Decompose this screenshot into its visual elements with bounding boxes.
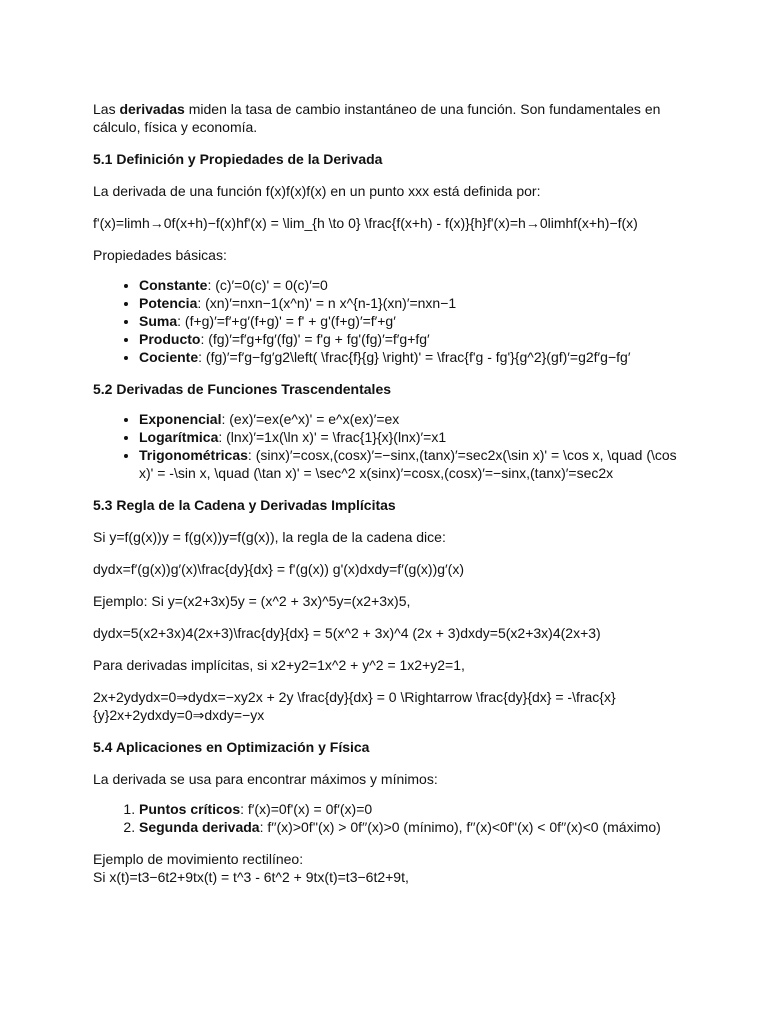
list-item [139,312,693,330]
intro-text-pre: Las [93,101,120,117]
chain-rule-example: Ejemplo: Si y=(x2+3x)5y = (x^2 + 3x)^5y=(x2+3x)5, [93,593,411,609]
list-item-label: Constante [139,277,208,293]
list-item-text: : (lnx)′=1x(\ln x)' = \frac{1}{x}(lnx)′=x1 [218,429,447,445]
optimization-list [93,800,693,836]
chain-rule-formula: dydx=f′(g(x))g′(x)\frac{dy}{dx} = f'(g(x)) g'(x)dxdy=f′(g(x))g′(x) [93,561,464,577]
list-item-label: Logarítmica [139,429,219,445]
section-1-heading: 5.1 Definición y Propiedades de la Derivada [93,151,383,167]
list-item [139,276,693,294]
intro-paragraph [93,100,693,136]
list-item [139,446,693,482]
transcendental-list [93,410,693,482]
motion-example-intro: Ejemplo de movimiento rectilíneo: [93,851,304,867]
list-item-text: : (xn)′=nxn−1(x^n)' = n x^{n-1}(xn)′=nxn−1 [197,295,457,311]
list-item [139,800,693,818]
list-item-label: Segunda derivada [139,819,260,835]
list-item-text: : f′′(x)>0f''(x) > 0f′′(x)>0 (mínimo), f′′(x)<0f''(x) < 0f′′(x)<0 (máximo) [259,819,661,835]
chain-rule-intro: Si y=f(g(x))y = f(g(x))y=f(g(x)), la regla de la cadena dice: [93,529,446,545]
list-item-label: Trigonométricas [139,447,248,463]
list-item-text: : f′(x)=0f'(x) = 0f′(x)=0 [240,801,373,817]
list-item-text: : (ex)′=ex(e^x)' = e^x(ex)′=ex [221,411,400,427]
list-item-label: Cociente [139,349,199,365]
list-item [139,428,693,446]
derivative-definition-formula: f'(x)=limh→0f(x+h)−f(x)hf'(x) = \lim_{h \to 0} \frac{f(x+h) - f(x)}{h}f'(x)=h→0limhf(x+h)−f(x) [93,215,638,231]
section-2-heading: 5.2 Derivadas de Funciones Trascendentales [93,381,392,397]
optimization-intro: La derivada se usa para encontrar máximos y mínimos: [93,771,438,787]
list-item [139,294,693,312]
list-item-label: Potencia [139,295,198,311]
list-item [139,330,693,348]
motion-example-formula: Si x(t)=t3−6t2+9tx(t) = t^3 - 6t^2 + 9tx(t)=t3−6t2+9t, [93,869,409,885]
list-item-label: Suma [139,313,178,329]
chain-rule-example-result: dydx=5(x2+3x)4(2x+3)\frac{dy}{dx} = 5(x^2 + 3x)^4 (2x + 3)dxdy=5(x2+3x)4(2x+3) [93,625,601,641]
section-3-heading: 5.3 Regla de la Cadena y Derivadas Implícitas [93,497,396,513]
list-item-text: : (fg)′=f′g+fg′(fg)' = f'g + fg'(fg)′=f′g+fg′ [200,331,430,347]
list-item-text: : (fg)′=f′g−fg′g2\left( \frac{f}{g} \right)' = \frac{f'g - fg'}{g^2}(gf)′=g2f′g−fg′ [198,349,631,365]
list-item-label: Exponencial [139,411,222,427]
list-item-text: : (c)′=0(c)' = 0(c)′=0 [207,277,328,293]
list-item [139,410,693,428]
implicit-intro: Para derivadas implícitas, si x2+y2=1x^2 + y^2 = 1x2+y2=1, [93,657,465,673]
implicit-formula: 2x+2ydydx=0⇒dydx=−xy2x + 2y \frac{dy}{dx} = 0 \Rightarrow \frac{dy}{dx} = -\frac{x}{y}2x+2ydxdy=0⇒dxdy=−yx [93,689,616,723]
list-item [139,818,693,836]
list-item-label: Puntos críticos [139,801,241,817]
definition-text: La derivada de una función f(x)f(x)f(x) en un punto xxx está definida por: [93,183,541,199]
intro-text-post: miden la tasa de cambio instantáneo de una función. Son fundamentales en cálculo, física y economía. [93,101,661,135]
document-page [93,100,693,886]
properties-list [93,276,693,366]
list-item [139,348,693,366]
list-item-text: : (sinx)′=cosx,(cosx)′=−sinx,(tanx)′=sec2x(\sin x)' = \cos x, \quad (\cos x)' = -\sin x, \quad (\tan x)' = \sec^2 x(sinx)′=cosx,(cosx)′=−sinx,(tanx)′=sec2x [139,447,677,481]
properties-intro: Propiedades básicas: [93,247,227,263]
section-4-heading: 5.4 Aplicaciones en Optimización y Física [93,739,370,755]
list-item-text: : (f+g)′=f′+g′(f+g)' = f' + g'(f+g)′=f′+g′ [177,313,396,329]
list-item-label: Producto [139,331,201,347]
intro-bold-term: derivadas [119,101,185,117]
